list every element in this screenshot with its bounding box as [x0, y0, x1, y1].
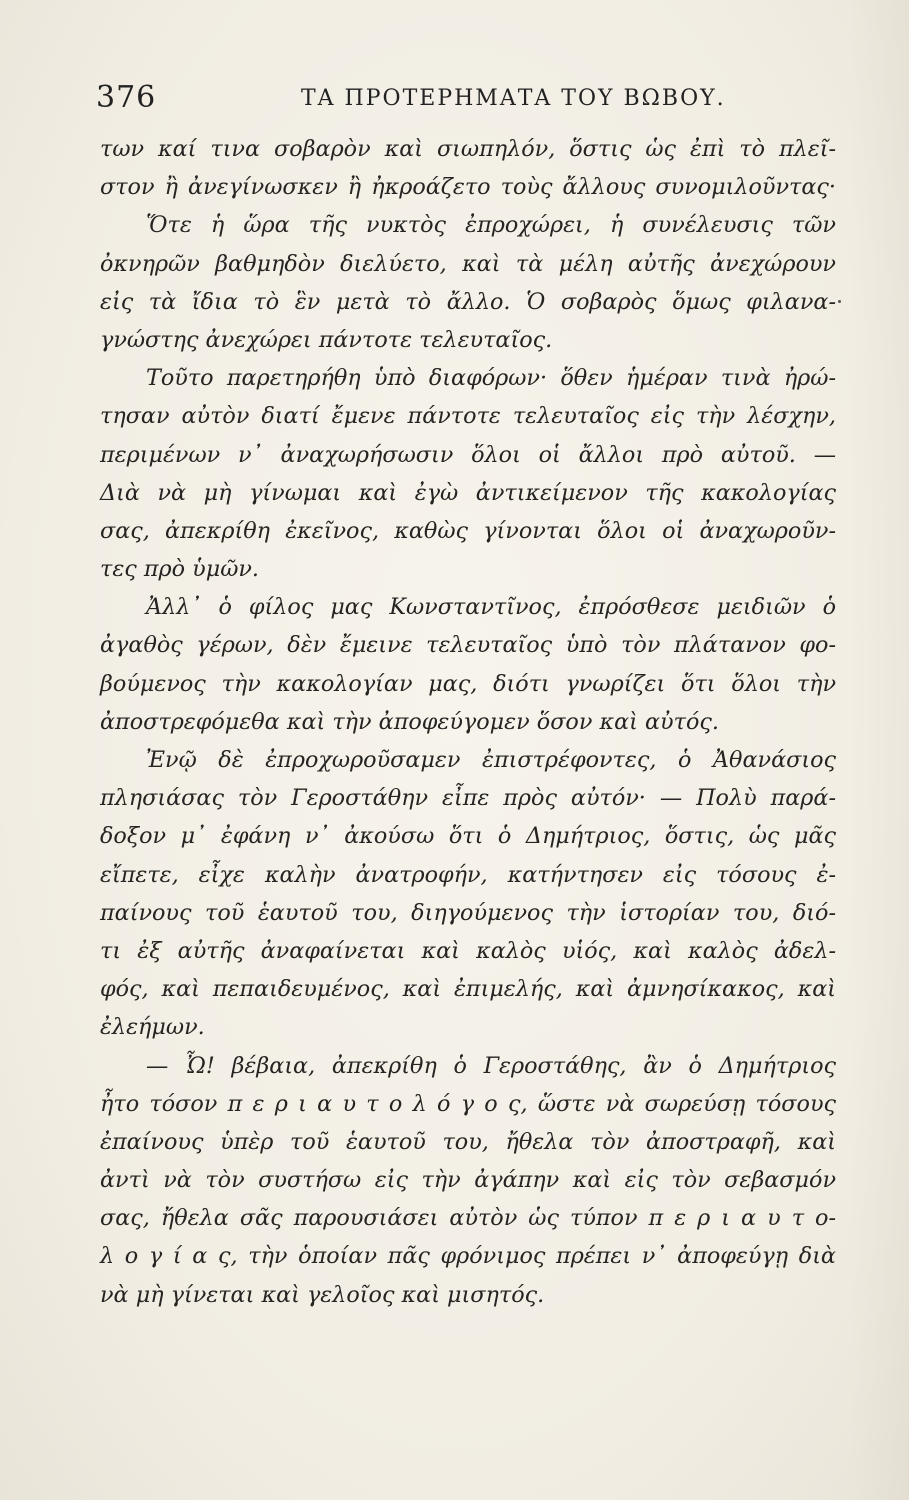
text-line: Διὰ νὰ μὴ γίνωμαι καὶ ἐγὼ ἀντικείμενον τῆς κακολογίας [100, 479, 836, 506]
page-header [96, 80, 836, 120]
text-line: ἐπαίνους ὑπὲρ τοῦ ἑαυτοῦ του, ἤθελα τὸν ἀποστραφῆ, καὶ [100, 1128, 836, 1155]
text-line: Ὅτε ἡ ὥρα τῆς νυκτὸς ἐπροχώρει, ἡ συνέλευσις τῶν [146, 212, 836, 239]
text-line: παίνους τοῦ ἑαυτοῦ του, διηγούμενος τὴν ἱστορίαν του, διό- [100, 899, 836, 926]
text-line: τησαν αὐτὸν διατί ἔμενε πάντοτε τελευταῖος εἰς τὴν λέσχην, [100, 403, 836, 430]
text-line: τι ἐξ αὐτῆς ἀναφαίνεται καὶ καλὸς υἱός, καὶ καλὸς ἀδελ- [100, 937, 836, 964]
text-line: Τοῦτο παρετηρήθη ὑπὸ διαφόρων· ὅθεν ἡμέραν τινὰ ἠρώ- [146, 365, 836, 392]
text-line: φός, καὶ πεπαιδευμένος, καὶ ἐπιμελής, καὶ ἀμνησίκακος, καὶ [100, 976, 836, 1003]
running-title: ΤΑ ΠΡΟΤΕΡΗΜΑΤΑ ΤΟΥ ΒΩΒΟΥ. [301, 86, 726, 111]
text-line: σας, ἀπεκρίθη ἐκεῖνος, καθὼς γίνονται ὅλοι οἱ ἀναχωροῦν- [100, 517, 836, 544]
text-line: βούμενος τὴν κακολογίαν μας, διότι γνωρίζει ὅτι ὅλοι τὴν [100, 670, 836, 697]
text-line: ἀποστρεφόμεθα καὶ τὴν ἀποφεύγομεν ὅσον καὶ αὐτός. [100, 708, 719, 735]
text-line: — Ὦ! βέβαια, ἀπεκρίθη ὁ Γεροστάθης, ἂν ὁ Δημήτριος [146, 1052, 836, 1079]
text-line: σας, ἤθελα σᾶς παρουσιάσει αὐτὸν ὡς τύπον π ε ρ ι α υ τ ο- [100, 1205, 836, 1232]
text-line: περιμένων ν᾽ ἀναχωρήσωσιν ὅλοι οἱ ἄλλοι πρὸ αὐτοῦ. — [100, 441, 836, 468]
page-number: 376 [96, 80, 157, 115]
text-line: ἦτο τόσον π ε ρ ι α υ τ ο λ ό γ ο ς, ὥστε νὰ σωρεύσῃ τόσους [100, 1090, 836, 1117]
text-line: εἴπετε, εἶχε καλὴν ἀνατροφήν, κατήντησεν εἰς τόσους ἐ- [100, 861, 836, 888]
text-line: ἐλεήμων. [100, 1014, 205, 1041]
text-line: εἰς τὰ ἴδια τὸ ἓν μετὰ τὸ ἄλλο. Ὁ σοβαρὸς ὅμως φιλανα- [100, 288, 836, 315]
page-edge-shadow [849, 0, 909, 1500]
text-line: Ἐνῷ δὲ ἐπροχωροῦσαμεν ἐπιστρέφοντες, ὁ Ἀθανάσιος [146, 747, 836, 773]
text-line: στον ἢ ἀνεγίνωσκεν ἢ ἠκροάζετο τοὺς ἄλλους συνομιλοῦντας· [100, 174, 836, 201]
body-text [100, 130, 836, 1314]
text-line: πλησιάσας τὸν Γεροστάθην εἶπε πρὸς αὐτόν· — Πολὺ παρά- [100, 785, 836, 812]
text-line: των καί τινα σοβαρὸν καὶ σιωπηλόν, ὅστις ὡς ἐπὶ τὸ πλεῖ- [100, 136, 836, 162]
text-line: ἀντὶ νὰ τὸν συστήσω εἰς τὴν ἀγάπην καὶ εἰς τὸν σεβασμόν [100, 1167, 836, 1194]
ink-speck [838, 300, 841, 303]
text-line: ὀκνηρῶν βαθμηδὸν διελύετο, καὶ τὰ μέλη αὐτῆς ἀνεχώρουν [100, 250, 836, 277]
text-line: Ἀλλ᾽ ὁ φίλος μας Κωνσταντῖνος, ἐπρόσθεσε μειδιῶν ὁ [146, 594, 836, 621]
text-line: γνώστης ἀνεχώρει πάντοτε τελευταῖος. [100, 326, 553, 353]
text-line: τες πρὸ ὑμῶν. [100, 556, 260, 583]
text-line: νὰ μὴ γίνεται καὶ γελοῖος καὶ μισητός. [100, 1281, 545, 1308]
text-line: λ ο γ ί α ς, τὴν ὁποίαν πᾶς φρόνιμος πρέπει ν᾽ ἀποφεύγῃ διὰ [100, 1243, 836, 1270]
text-line: ἀγαθὸς γέρων, δὲν ἔμεινε τελευταῖος ὑπὸ τὸν πλάτανον φο- [100, 632, 836, 659]
text-line: δοξον μ᾽ ἐφάνη ν᾽ ἀκούσω ὅτι ὁ Δημήτριος, ὅστις, ὡς μᾶς [100, 823, 836, 850]
